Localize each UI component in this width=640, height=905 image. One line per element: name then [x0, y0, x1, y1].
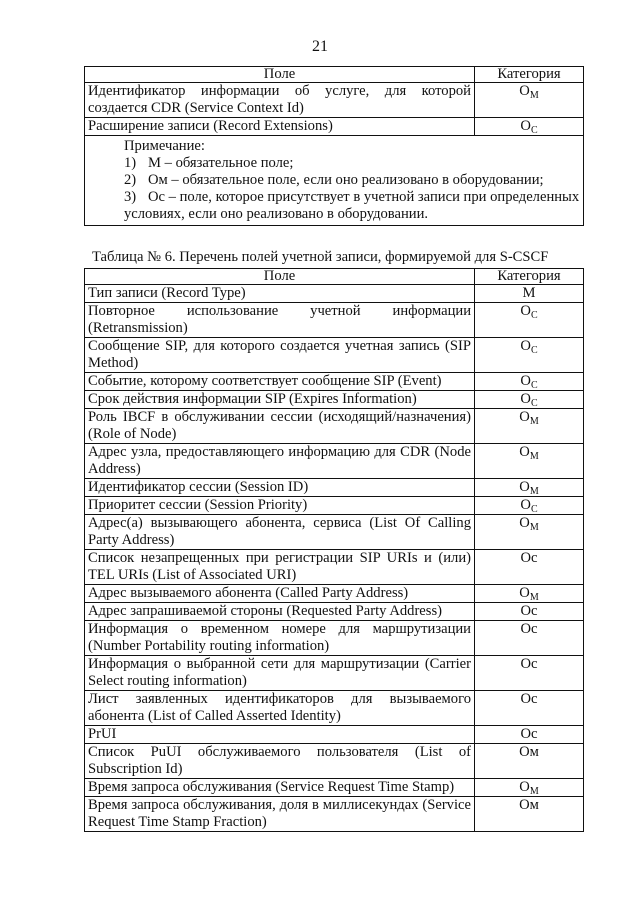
table-row [85, 585, 584, 603]
fields-table-continued [84, 66, 584, 226]
table-row [85, 303, 584, 338]
field-name-cell: Адрес вызываемого абонента (Called Party Address) [85, 585, 475, 603]
field-name-cell: Информация о выбранной сети для маршрутизации (Carrier Select routing information) [85, 656, 475, 691]
field-name-cell: Адрес запрашиваемой стороны (Requested Party Address) [85, 603, 475, 621]
field-name-cell: PrUI [85, 726, 475, 744]
table-row [85, 603, 584, 621]
table-row [85, 621, 584, 656]
header-category: Категория [475, 269, 584, 285]
table-row [85, 409, 584, 444]
field-name-cell: Повторное использование учетной информации (Retransmission) [85, 303, 475, 338]
table-row [85, 550, 584, 585]
field-name-cell: Тип записи (Record Type) [85, 285, 475, 303]
category-cell: $O_C$ [475, 391, 584, 409]
category-cell: Oc [475, 691, 584, 726]
category-cell: $O_M$ [475, 479, 584, 497]
category-cell: $O_M$ [475, 585, 584, 603]
table-header-row [85, 67, 584, 83]
category-cell: Oc [475, 603, 584, 621]
field-name-cell: Адрес узла, предоставляющего информацию для CDR (Node Address) [85, 444, 475, 479]
page-number: 21 [312, 38, 328, 55]
note-item: 1) М – обязательное поле; [124, 155, 294, 171]
field-name-cell: Идентификатор сессии (Session ID) [85, 479, 475, 497]
field-name-cell: Адрес(а) вызывающего абонента, сервиса (List Of Calling Party Address) [85, 515, 475, 550]
table-row [85, 391, 584, 409]
category-cell: $O_C$ [475, 497, 584, 515]
category-cell: $O_C$ [475, 118, 584, 136]
s-cscf-fields-table [84, 268, 584, 832]
category-cell: Oc [475, 726, 584, 744]
field-name-cell: Лист заявленных идентификаторов для вызываемого абонента (List of Called Asserted Identity) [85, 691, 475, 726]
field-name-cell: Событие, которому соответствует сообщение SIP (Event) [85, 373, 475, 391]
header-field: Поле [85, 67, 475, 83]
note-item: 3) Ос – поле, которое присутствует в учетной записи при определенных условиях, если оно реализовано в оборудовании. [124, 189, 580, 222]
category-cell: Oм [475, 797, 584, 832]
field-name-cell: Роль IBCF в обслуживании сессии (исходящий/назначения) (Role of Node) [85, 409, 475, 444]
table-row [85, 515, 584, 550]
field-name-cell: Срок действия информации SIP (Expires Information) [85, 391, 475, 409]
table-row [85, 479, 584, 497]
category-cell: Oc [475, 621, 584, 656]
note-title: Примечание: [124, 138, 205, 154]
field-name-cell: Сообщение SIP, для которого создается учетная запись (SIP Method) [85, 338, 475, 373]
category-cell: $O_C$ [475, 303, 584, 338]
table-row [85, 797, 584, 832]
table-row [85, 118, 584, 136]
table-row [85, 691, 584, 726]
field-name-cell: Информация о временном номере для маршрутизации (Number Portability routing information) [85, 621, 475, 656]
category-cell: Oм [475, 744, 584, 779]
category-cell: $O_C$ [475, 373, 584, 391]
table6-body [85, 285, 584, 832]
category-cell: $O_M$ [475, 779, 584, 797]
header-field: Поле [85, 269, 475, 285]
category-cell: $O_M$ [475, 83, 584, 118]
table-header-row [85, 269, 584, 285]
table1-body [85, 83, 584, 136]
field-name-cell: Список незапрещенных при регистрации SIP URIs и (или) TEL URIs (List of Associated URI) [85, 550, 475, 585]
table-row [85, 779, 584, 797]
header-category: Категория [475, 67, 584, 83]
table-row [85, 83, 584, 118]
field-name-cell: Приоритет сессии (Session Priority) [85, 497, 475, 515]
category-cell: Oc [475, 550, 584, 585]
field-name-cell: Список PuUI обслуживаемого пользователя (List of Subscription Id) [85, 744, 475, 779]
note-row [85, 136, 584, 226]
table-row [85, 444, 584, 479]
table-caption: Таблица № 6. Перечень полей учетной записи, формируемой для S-CSCF [92, 249, 549, 265]
note-item: 2) Ом – обязательное поле, если оно реализовано в оборудовании; [124, 172, 544, 188]
table-row [85, 497, 584, 515]
table-row [85, 656, 584, 691]
category-cell: $O_M$ [475, 444, 584, 479]
note-cell [85, 136, 584, 226]
field-name-cell: Время запроса обслуживания (Service Request Time Stamp) [85, 779, 475, 797]
field-name-cell: Время запроса обслуживания, доля в миллисекундах (Service Request Time Stamp Fraction) [85, 797, 475, 832]
field-name-cell: Идентификатор информации об услуге, для которой создается CDR (Service Context Id) [85, 83, 475, 118]
table-row [85, 338, 584, 373]
category-cell: $O_M$ [475, 409, 584, 444]
category-cell: M [475, 285, 584, 303]
category-cell: $O_M$ [475, 515, 584, 550]
category-cell: $O_C$ [475, 338, 584, 373]
table-row [85, 726, 584, 744]
table-row [85, 285, 584, 303]
table-row [85, 744, 584, 779]
category-cell: Oc [475, 656, 584, 691]
field-name-cell: Расширение записи (Record Extensions) [85, 118, 475, 136]
table-row [85, 373, 584, 391]
